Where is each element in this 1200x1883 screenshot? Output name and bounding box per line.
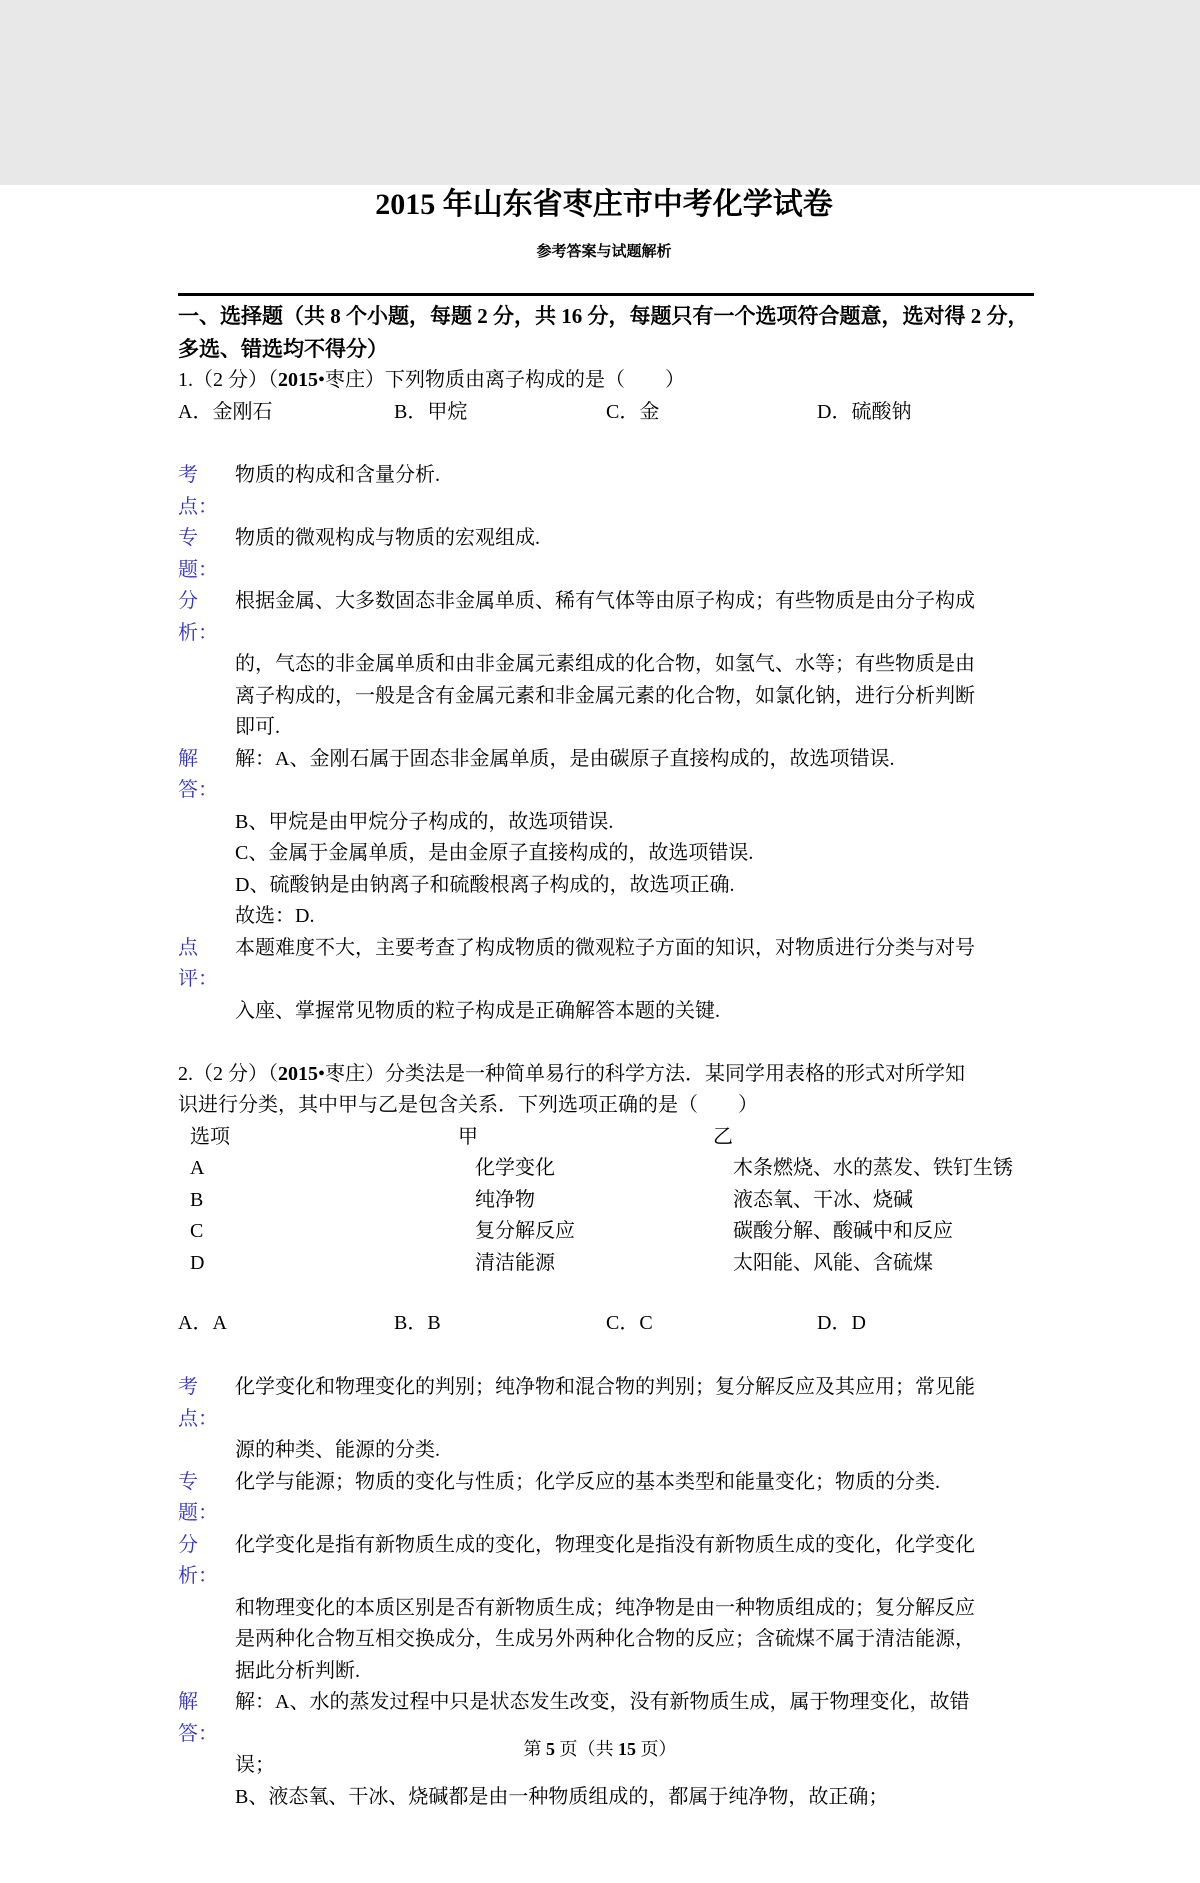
zhuanti-label: 专题：: [178, 1470, 218, 1524]
table-cell: 复分解反应: [475, 1220, 575, 1242]
fenxi-text: 根据金属、大多数固态非金属单质、稀有气体等由原子构成；有些物质是由分子构成: [235, 590, 975, 612]
footer-page-number: 5: [546, 1739, 555, 1759]
kaodian-label: 考点：: [178, 1376, 218, 1430]
kaodian-label: 考点：: [178, 464, 218, 518]
fenxi-text: 即可.: [235, 716, 280, 738]
table-cell: D: [190, 1251, 205, 1274]
kaodian-line: [178, 1372, 1030, 1435]
table-row: [178, 1216, 1030, 1248]
jieda-label: 解答：: [178, 747, 218, 801]
section-heading: [178, 300, 1030, 365]
table-header-option: 选项: [190, 1125, 230, 1148]
question-1-number: 1.（2 分）（: [178, 369, 278, 391]
footer-text: 页）: [636, 1739, 677, 1759]
table-row: [178, 1153, 1030, 1185]
option-b: B．B: [394, 1312, 441, 1334]
page-title: 2015 年山东省枣庄市中考化学试卷: [375, 188, 833, 221]
page-footer: [0, 1737, 1200, 1761]
zhuanti-text: 化学与能源；物质的变化与性质；化学反应的基本类型和能量变化；物质的分类.: [235, 1470, 940, 1493]
jieda-text: C、金属于金属单质，是由金原子直接构成的，故选项错误.: [235, 842, 754, 864]
fenxi-text: 是两种化合物互相交换成分，生成另外两种化合物的反应；含硫煤不属于清洁能源，: [235, 1628, 975, 1650]
question-2-stem-line2: 识进行分类，其中甲与乙是包含关系．下列选项正确的是（ ）: [178, 1094, 758, 1116]
question-2-stem-line1: [178, 1059, 1030, 1091]
question-2-number: 2.（2 分）（: [178, 1062, 278, 1085]
dianping-line: [178, 933, 1030, 996]
table-cell: 太阳能、风能、含硫煤: [733, 1251, 933, 1274]
table-header-yi: 乙: [713, 1125, 733, 1148]
table-header-jia: 甲: [458, 1125, 478, 1148]
fenxi-line: [178, 586, 1030, 649]
question-2-year: 2015: [278, 1062, 318, 1085]
fenxi-line: [178, 1530, 1030, 1593]
zhuanti-text: 物质的微观构成与物质的宏观组成.: [235, 527, 540, 549]
option-b: B．甲烷: [394, 400, 468, 423]
table-cell: 清洁能源: [475, 1251, 555, 1274]
fenxi-text: 据此分析判断.: [235, 1659, 360, 1682]
jieda-text: B、液态氧、干冰、烧碱都是由一种物质组成的，都属于纯净物，故正确；: [235, 1785, 889, 1808]
zhuanti-line: [178, 1467, 1030, 1530]
table-cell: 碳酸分解、酸碱中和反应: [733, 1220, 953, 1242]
table-cell: A: [190, 1157, 205, 1179]
fenxi-text: 的，气态的非金属单质和由非金属元素组成的化合物，如氢气、水等；有些物质是由: [235, 653, 975, 675]
dianping-label: 点评：: [178, 936, 218, 990]
kaodian-text: 物质的构成和含量分析.: [235, 464, 440, 486]
fenxi-label: 分析：: [178, 590, 218, 644]
table-cell: 化学变化: [475, 1157, 555, 1179]
jieda-conclusion: 故选：D.: [235, 905, 315, 927]
table-cell: 液态氧、干冰、烧碱: [733, 1188, 913, 1211]
table-cell: B: [190, 1188, 204, 1211]
jieda-text: 误；: [235, 1754, 275, 1776]
option-c: C．金: [606, 400, 660, 423]
question-1-year: 2015: [278, 369, 318, 391]
section-heading-line1: 一、选择题（共 8 个小题，每题 2 分，共 16 分，每题只有一个选项符合题意，选对得 2 分，: [178, 304, 1029, 328]
footer-text: 第: [523, 1739, 546, 1759]
footer-total-pages: 15: [618, 1739, 636, 1759]
jieda-text: D、硫酸钠是由钠离子和硫酸根离子构成的，故选项正确.: [235, 873, 735, 896]
kaodian-text: 源的种类、能源的分类.: [235, 1439, 440, 1461]
table-row: [178, 1248, 1030, 1280]
question-2-text: •枣庄）分类法是一种简单易行的科学方法．某同学用表格的形式对所学知: [318, 1062, 966, 1085]
dianping-text: 本题难度不大，主要考查了构成物质的微观粒子方面的知识，对物质进行分类与对号: [235, 936, 975, 959]
kaodian-line: [178, 460, 1030, 523]
question-1-text: •枣庄）下列物质由离子构成的是（ ）: [318, 369, 686, 391]
jieda-text: 解：A、金刚石属于固态非金属单质，是由碳原子直接构成的，故选项错误.: [235, 747, 895, 770]
zhuanti-line: [178, 523, 1030, 586]
table-cell: 木条燃烧、水的蒸发、铁钉生锈: [733, 1157, 1013, 1179]
document-page: [0, 185, 1200, 1883]
question-1-stem: [178, 365, 1030, 397]
kaodian-text: 化学变化和物理变化的判别；纯净物和混合物的判别；复分解反应及其应用；常见能: [235, 1376, 975, 1398]
footer-text: 页（共: [555, 1739, 618, 1759]
question-2-stem: [178, 1059, 1030, 1122]
zhuanti-label: 专题：: [178, 527, 218, 581]
top-rule: [178, 293, 1034, 296]
question-2-options: [178, 1308, 1030, 1340]
question-1-options: [178, 397, 1030, 429]
fenxi-label: 分析：: [178, 1533, 218, 1587]
classification-table: [178, 1122, 1030, 1280]
table-cell: 纯净物: [475, 1188, 535, 1211]
table-cell: C: [190, 1220, 204, 1242]
jieda-text: B、甲烷是由甲烷分子构成的，故选项错误.: [235, 810, 614, 833]
question-1-analysis-block: [178, 460, 1030, 1027]
jieda-line: [178, 744, 1030, 807]
option-d: D．硫酸钠: [817, 400, 912, 423]
option-a: A．A: [178, 1312, 227, 1334]
table-row: [178, 1185, 1030, 1217]
jieda-label: 解答：: [178, 1691, 218, 1745]
fenxi-text: 化学变化是指有新物质生成的变化，物理变化是指没有新物质生成的变化，化学变化: [235, 1533, 975, 1556]
fenxi-text: 和物理变化的本质区别是否有新物质生成；纯净物是由一种物质组成的；复分解反应: [235, 1596, 975, 1619]
option-a: A．金刚石: [178, 400, 273, 423]
table-header-row: [178, 1122, 1030, 1154]
page-subtitle: 参考答案与试题解析: [536, 244, 672, 260]
section-heading-line2: 多选、错选均不得分）: [178, 336, 388, 361]
dianping-text: 入座、掌握常见物质的粒子构成是正确解答本题的关键.: [235, 999, 720, 1022]
fenxi-text: 离子构成的，一般是含有金属元素和非金属元素的化合物，如氯化钠，进行分析判断: [235, 684, 975, 707]
option-c: C．C: [606, 1312, 653, 1334]
jieda-text: 解：A、水的蒸发过程中只是状态发生改变，没有新物质生成，属于物理变化，故错: [235, 1691, 970, 1713]
option-d: D．D: [817, 1312, 866, 1334]
